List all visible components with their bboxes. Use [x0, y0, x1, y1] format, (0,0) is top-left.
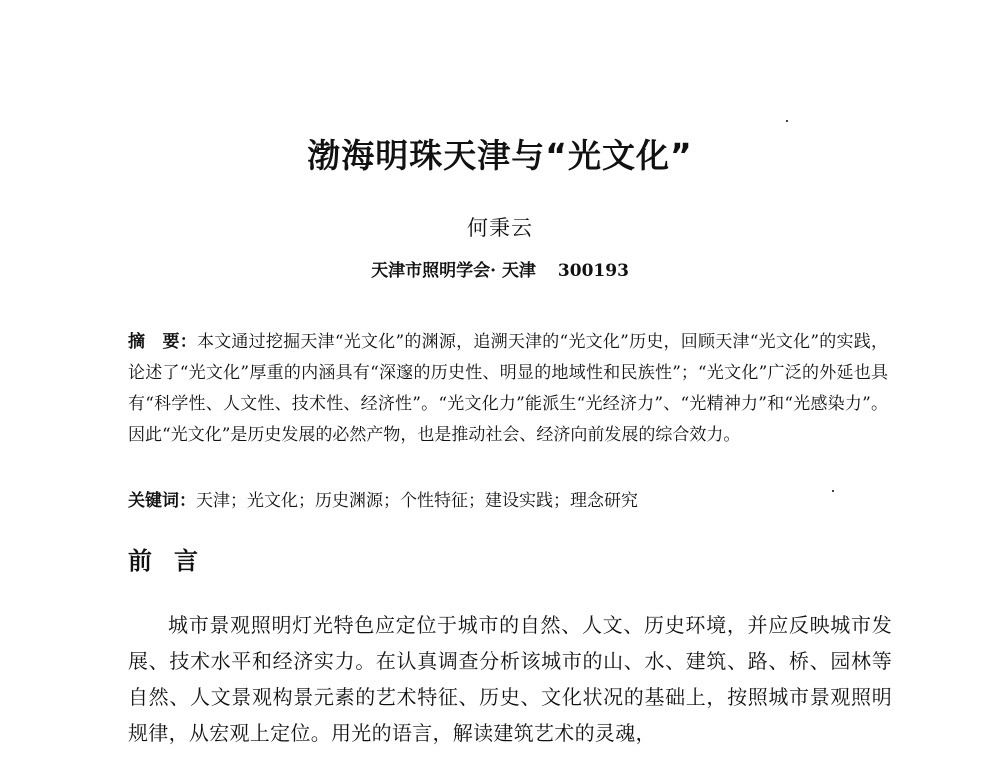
scan-speck [832, 490, 834, 492]
paper-title: 渤海明珠天津与“光文化” [307, 136, 693, 175]
abstract-text: 本文通过挖掘天津“光文化”的渊源，追溯天津的“光文化”历史，回顾天津“光文化”的实践，论述了“光文化”厚重的内涵具有“深邃的历史性、明显的地域性和民族性”；“光文化”广泛的外延也具有“科学性、人文性、技术性、经济性”。“光文化力”能派生“光经济力”、“光精神力”和“光感染力”。因此“光文化”是历史发展的必然产物，也是推动社会、经济向前发展的综合效力。 [128, 332, 888, 445]
affiliation: 天津市照明学会· 天津 [371, 261, 536, 281]
scan-speck [786, 120, 788, 122]
keywords-text: 天津；光文化；历史渊源；个性特征；建设实践；理念研究 [196, 491, 638, 511]
abstract [128, 327, 888, 451]
affiliation-line [0, 258, 1000, 284]
author-name: 何秉云 [467, 216, 533, 240]
body-paragraph: 城市景观照明灯光特色应定位于城市的自然、人文、历史环境，并应反映城市发展、技术水平和经济实力。在认真调查分析该城市的山、水、建筑、路、桥、园林等自然、人文景观构景元素的艺术特征、历史、文化状况的基础上，按照城市景观照明规律，从宏观上定位。用光的语言，解读建筑艺术的灵魂， [128, 613, 892, 745]
section-heading-preface: 前言 [128, 547, 220, 575]
keywords-label: 关键词： [128, 491, 196, 511]
keywords [128, 486, 888, 517]
abstract-label: 摘 要： [128, 332, 197, 352]
postcode: 300193 [557, 261, 629, 281]
